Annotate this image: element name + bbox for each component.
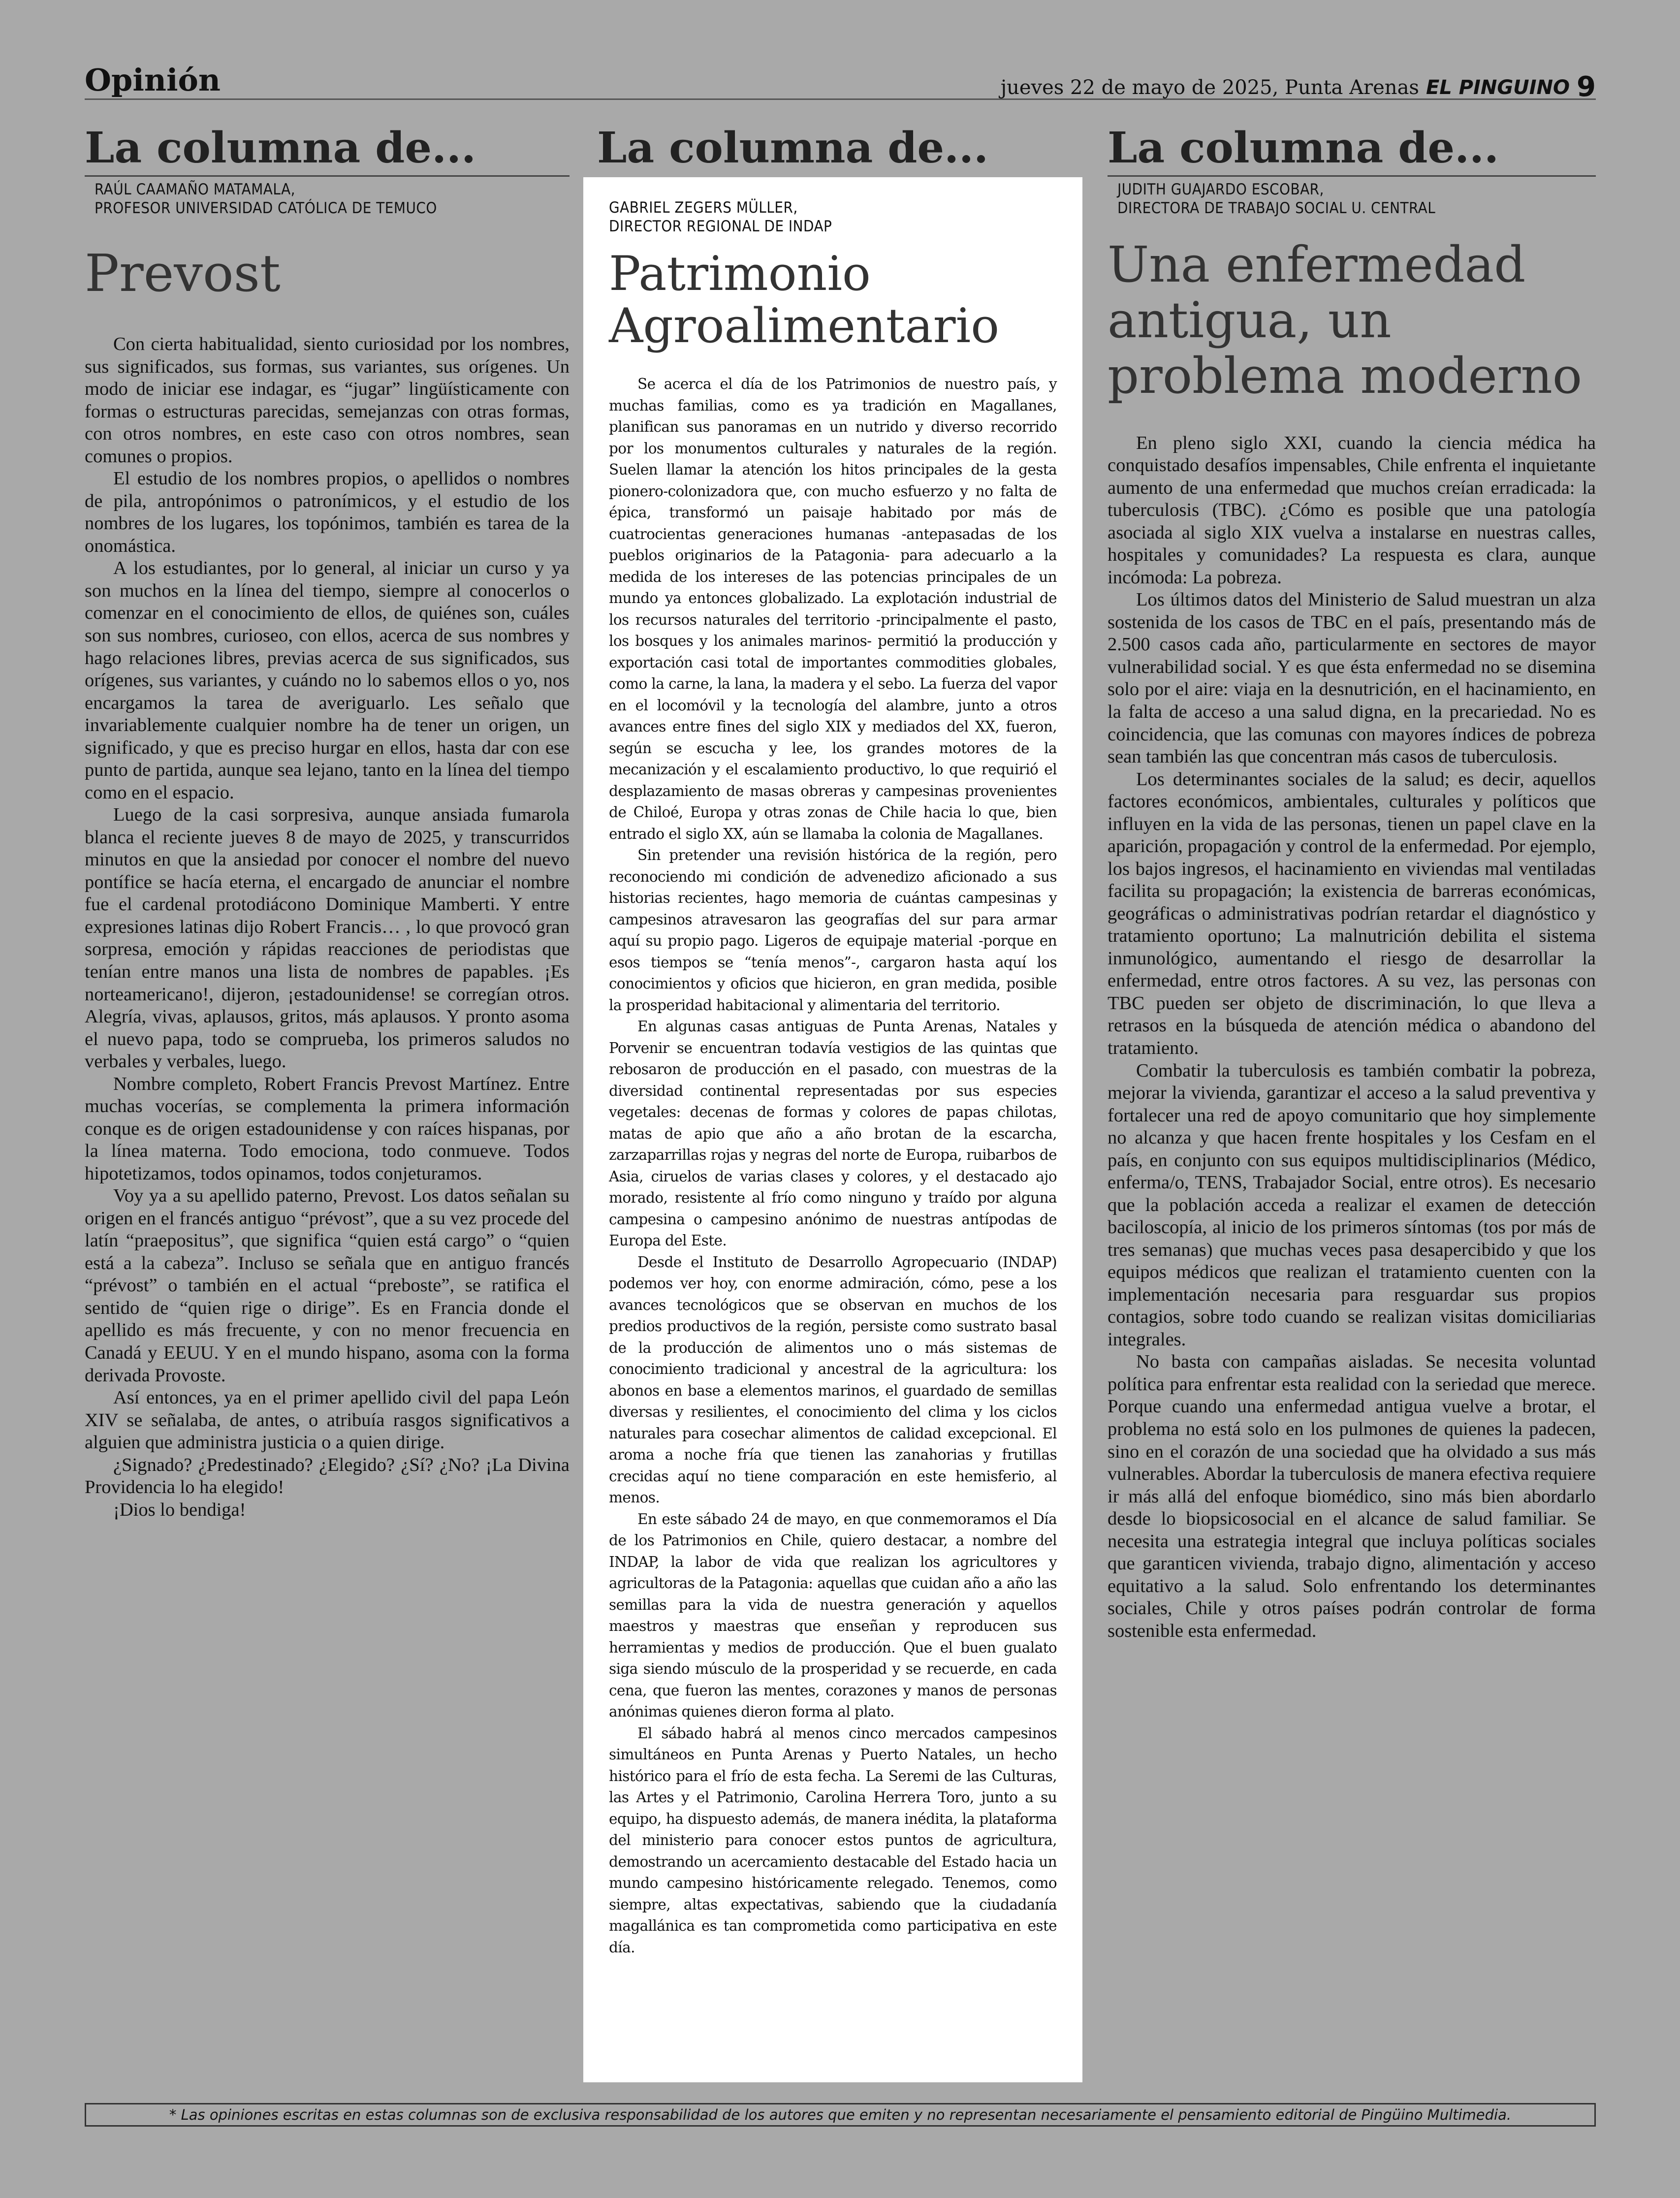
author-role: DIRECTOR REGIONAL DE INDAP: [609, 217, 832, 235]
paragraph: Así entonces, ya en el primer apellido civil del papa León XIV se señalaba, de antes, o atribuía rasgos significativos a alguien que administra justicia o a quien dirige.: [85, 1387, 570, 1453]
paragraph: Los últimos datos del Ministerio de Salud muestran un alza sostenida de los casos de TBC en el país, presentando más de 2.500 casos cada año, particularmente en sectores de mayor vulnerabilidad social. Y es que ésta enfermedad no se disemina solo por el aire: viaja en la desnutrición, en el hacinamiento, en la falta de acceso a una salud digna, en la precariedad. No es coincidencia, que las comunas con mayores índices de pobreza sean también las que concentran más casos de tuberculosis.: [1108, 589, 1596, 767]
author-name: RAÚL CAAMAÑO MATAMALA,: [95, 181, 296, 198]
article-body: [1108, 432, 1596, 1643]
paragraph: El estudio de los nombres propios, o apellidos o nombres de pila, antropónimos o patronímicos, y el estudio de los nombres de los lugares, los topónimos, también es tarea de la onomástica.: [85, 468, 570, 556]
author-name: JUDITH GUAJARDO ESCOBAR,: [1117, 181, 1324, 198]
article-body: [609, 374, 1057, 1958]
title-line: antigua, un: [1108, 291, 1392, 349]
column-kicker: La columna de...: [597, 123, 988, 173]
page-header: [85, 59, 1596, 103]
date-place: jueves 22 de mayo de 2025, Punta Arenas: [1000, 76, 1419, 99]
column-kicker: La columna de...: [85, 123, 476, 173]
page-number: 9: [1577, 71, 1596, 103]
header-info: [1001, 69, 1596, 101]
author: [85, 181, 570, 218]
paragraph: En pleno siglo XXI, cuando la ciencia médica ha conquistado desafíos impensables, Chile enfrenta el inquietante aumento de una enfermedad que muchos creían erradicada: la tuberculosis (TBC). ¿Cómo es posible que una patología asociada al siglo XIX vuelva a instalarse en nuestras calles, hospitales y comunidades? La respuesta es clara, aunque incómoda: La pobreza.: [1108, 432, 1596, 588]
author-role: PROFESOR UNIVERSIDAD CATÓLICA DE TEMUCO: [95, 199, 437, 217]
column-2: [583, 177, 1082, 2082]
paragraph: ¿Signado? ¿Predestinado? ¿Elegido? ¿Sí? ¿No? ¡La Divina Providencia lo ha elegido!: [85, 1454, 570, 1498]
title-line: problema moderno: [1108, 347, 1583, 405]
column-3: [1108, 123, 1596, 1642]
paragraph: ¡Dios lo bendiga!: [113, 1499, 246, 1520]
author-name: GABRIEL ZEGERS MÜLLER,: [609, 199, 798, 217]
disclaimer-footnote: * Las opiniones escritas en estas columnas son de exclusiva responsabilidad de los autores que emiten y no representan necesariamente el pensamiento editorial de Pingüino Multimedia.: [85, 2103, 1596, 2127]
paragraph: El sábado habrá al menos cinco mercados campesinos simultáneos en Punta Arenas y Puerto Natales, un hecho histórico para el frío de esta fecha. La Seremi de las Culturas, las Artes y el Patrimonio, Carolina Herrera Toro, junto a su equipo, ha dispuesto además, de manera inédita, la plataforma del ministerio para conocer estos puntos de agricultura, demostrando un acercamiento destacable del Estado hacia un mundo campesino históricamente relegado. Tenemos, como siempre, altas expectativas, sabiendo que la ciudadanía magallánica es tan comprometida como participativa en este día.: [609, 1724, 1057, 1956]
title-line: Agroalimentario: [609, 298, 999, 353]
article-body: [85, 333, 570, 1521]
paragraph: Se acerca el día de los Patrimonios de nuestro país, y muchas familias, como es ya tradición en Magallanes, planifican sus panoramas en un nutrido y diverso recorrido por los monumentos culturales y naturales de la región. Suelen llamar la atención los hitos principales de la gesta pionero-colonizadora que, con mucho esfuerzo y no falta de épica, transformó un paisaje habitado por más de cuatrocientas generaciones humanas -antepasadas de los pueblos originarios de la Patagonia- para adecuarlo a la medida de los intereses de las potencias principales de un mundo ya entonces globalizado. La explotación industrial de los recursos naturales del territorio -principalmente el pasto, los bosques y los animales marinos- permitió la producción y exportación casi total de importantes commodities globales, como la carne, la lana, la madera y el sebo. La fuerza del vapor en el locomóvil y la tecnología del alambre, junto a otros avances entre fines del siglo XIX y mediados del XX, fueron, según se escucha y lee, los grandes motores de la mecanización y el escalamiento productivo, lo que requirió el desplazamiento de masas obreras y campesinas provenientes de Chiloé, Europa y otras zonas de Chile hacia lo que, bien entrado el siglo XX, aún se llamaba la colonia de Magallanes.: [609, 376, 1057, 842]
author: [609, 199, 832, 236]
paragraph: Los determinantes sociales de la salud; es decir, aquellos factores económicos, ambientales, culturales y políticos que influyen en la vida de las personas, tienen un papel clave en la aparición, propagación y control de la enfermedad. Por ejemplo, los bajos ingresos, el hacinamiento en viviendas mal ventiladas facilita su propagación; la existencia de barreras económicas, geográficas o administrativas podrían retardar el diagnóstico y tratamiento oportuno; La malnutrición debilita el sistema inmunológico, aumentando el riesgo de desarrollar la enfermedad, entre otros factores. A su vez, las personas con TBC pueden ser objeto de discriminación, lo que lleva a retrasos en la búsqueda de atención médica o abandono del tratamiento.: [1108, 768, 1596, 1058]
paragraph: En este sábado 24 de mayo, en que conmemoramos el Día de los Patrimonios en Chile, quiero destacar, a nombre del INDAP, la labor de vida que realizan los agricultores y agricultoras de la Patagonia: aquellas que cuidan año a año las semillas para la vida de nuestra generación y aquellos maestros y maestras que enseñan y reproducen sus herramientas y medios de producción. Que el buen gualato siga siendo músculo de la prosperidad y se recuerde, en cada cena, que fueron las mentes, corazones y manos de personas anónimas quienes dieron forma al plato.: [609, 1510, 1057, 1720]
title-line: Patrimonio: [609, 246, 871, 301]
paragraph: No basta con campañas aisladas. Se necesita voluntad política para enfrentar esta realidad con la seriedad que merece. Porque cuando una enfermedad antigua vuelve a brotar, el problema no está solo en los pulmones de quienes la padecen, sino en el corazón de una sociedad que ha olvidado a sus más vulnerables. Abordar la tuberculosis de manera efectiva requiere ir más allá del enfoque biomédico, sino más bien abordarlo desde lo biopsicosocial en el alcance de salud familiar. Se necesita una estrategia integral que incluya políticas sociales que garanticen vivienda, trabajo digno, alimentación y acceso equitativo a la salud. Solo enfrentando los determinantes sociales, Chile y otros países podrán controlar de forma sostenible esta enfermedad.: [1108, 1351, 1596, 1641]
paragraph: Sin pretender una revisión histórica de la región, pero reconociendo mi condición de advenedizo aficionado a sus historias recientes, hago memoria de cuántas campesinas y campesinos atravesaron las geografías del sur para armar aquí su propio pago. Ligeros de equipaje material -porque en esos tiempos se “tenía menos”-, cargaron hasta aquí los conocimientos y oficios que hicieron, en gran medida, posible la prosperidad habitacional y alimentaria del territorio.: [609, 847, 1057, 1014]
article-title: Prevost: [85, 243, 281, 303]
title-line: Una enfermedad: [1108, 235, 1526, 293]
paragraph: Voy ya a su apellido paterno, Prevost. Los datos señalan su origen en el francés antiguo “prévost”, que a su vez procede del latín “praepositus”, que significa “quien está cargo” o “quien está a la cabeza”. Incluso se señala que en antiguo francés “prévost” o también en el actual “preboste”, se ratifica el sentido de “quien rige o dirige”. Es en Francia donde el apellido es más frecuente, y con no menor frecuencia en Canadá y EEUU. Y en el mundo hispano, asoma con la forma derivada Provoste.: [85, 1185, 570, 1386]
article-title: [609, 248, 1057, 352]
paragraph: En algunas casas antiguas de Punta Arenas, Natales y Porvenir se encuentran todavía vestigios de las quintas que rebosaron de producción en el pasado, con muestras de la diversidad continental representadas por sus especies vegetales: decenas de formas y colores de papas chilotas, matas de apio que año a año brotan de la escarcha, zarzaparrillas rojas y negras del norte de Europa, ruibarbos de Asia, ciruelos de varias clases y colores, y el destacado ajo morado, resistente al frío como ninguno y traído por alguna campesina o campesino anónimo de nuestras antípodas de Europa del Este.: [609, 1018, 1057, 1249]
paragraph: Desde el Instituto de Desarrollo Agropecuario (INDAP) podemos ver hoy, con enorme admiración, cómo, pese a los avances tecnológicos que se observan en muchos de los predios productivos de la región, persiste como sustrato basal de la producción de alimentos uno o más sistemas de conocimiento tradicional y ancestral de la agricultura: los abonos en base a elementos marinos, el guardado de semillas diversas y resilientes, el conocimiento del clima y los ciclos naturales para cosechar alimentos de calidad excepcional. El aroma a noche fría que tienen las zanahorias y frutillas crecidas aquí no tiene comparación en este hemisferio, al menos.: [609, 1253, 1057, 1506]
kicker-rule: [1108, 175, 1596, 177]
kicker-rule: [85, 175, 570, 177]
section-title: Opinión: [85, 62, 221, 98]
author: [1108, 181, 1596, 218]
paragraph: Luego de la casi sorpresiva, aunque ansiada fumarola blanca el reciente jueves 8 de mayo de 2025, y transcurridos minutos en que la ansiedad por conocer el nombre del nuevo pontífice se hacía eterna, el encargado de anunciar el nombre fue el cardenal protodiácono Dominique Mamberti. Y entre expresiones latinas dijo Robert Francis… , lo que provocó gran sorpresa, emoción y rápidas reacciones de periodistas que tenían entre manos una lista de nombres de papables. ¡Es norteamericano!, dijeron, ¡estadounidense! se corregían otros. Alegría, vivas, aplausos, gritos, más aplausos. Y pronto asoma el nuevo papa, todo se comprueba, los primeros saludos no verbales y verbales, luego.: [85, 804, 570, 1072]
paragraph: Con cierta habitualidad, siento curiosidad por los nombres, sus significados, sus formas, sus variantes, sus orígenes. Un modo de iniciar ese indagar, es “jugar” lingüísticamente con formas o estructuras parecidas, semejanzas con otras formas, con otros nombres, en este caso con otros nombres, sean comunes o propios.: [85, 334, 570, 467]
paragraph: Nombre completo, Robert Francis Prevost Martínez. Entre muchas vocerías, se complementa la primera información conque es de origen estadounidense y con raíces hispanas, por la línea materna. Todo emociona, todo conmueve. Todos hipotetizamos, todos opinamos, todos conjeturamos.: [85, 1073, 570, 1184]
author-role: DIRECTORA DE TRABAJO SOCIAL U. CENTRAL: [1117, 199, 1436, 217]
paragraph: A los estudiantes, por lo general, al iniciar un curso y ya son muchos en la línea del tiempo, siempre al conocerlos o comenzar en el conocimiento de ellos, de quiénes son, cuáles son sus nombres, curioseo, con ellos, acerca de sus nombres y hago relaciones libres, previas acerca de sus significados, sus orígenes, sus variantes, y cuándo no lo sabemos ellos o yo, nos encargamos la tarea de averiguarlo. Les señalo que invariablemente cualquier nombre ha de tener un origen, un significado, y que es preciso hurgar en ellos, hasta dar con ese punto de partida, aunque sea lejano, tanto en la línea del tiempo como en el espacio.: [85, 558, 570, 803]
column-kicker: La columna de...: [1108, 123, 1499, 173]
paragraph: Combatir la tuberculosis es también combatir la pobreza, mejorar la vivienda, garantizar el acceso a la salud preventiva y fortalecer una red de apoyo comunitario que hoy simplemente no alcanza y que hacen frente hospitales y los Cesfam en el país, en conjunto con sus equipos multidisciplinarios (Médico, enferma/o, TENS, Trabajador Social, entre otros). Es necesario que la población acceda a realizar el examen de detección baciloscopía, al inicio de los primeros síntomas (tos por más de tres semanas) que muchas veces pasa desapercibido y que los equipos médicos que realizan el tratamiento cuenten con la implementación necesaria para resguardar sus propios contagios, sobre todo cuando se realizan visitas domiciliarias integrales.: [1108, 1060, 1596, 1350]
article-title: [1108, 237, 1596, 404]
newspaper-logo: EL PINGUINO: [1426, 76, 1570, 99]
column-1: [85, 123, 570, 1521]
